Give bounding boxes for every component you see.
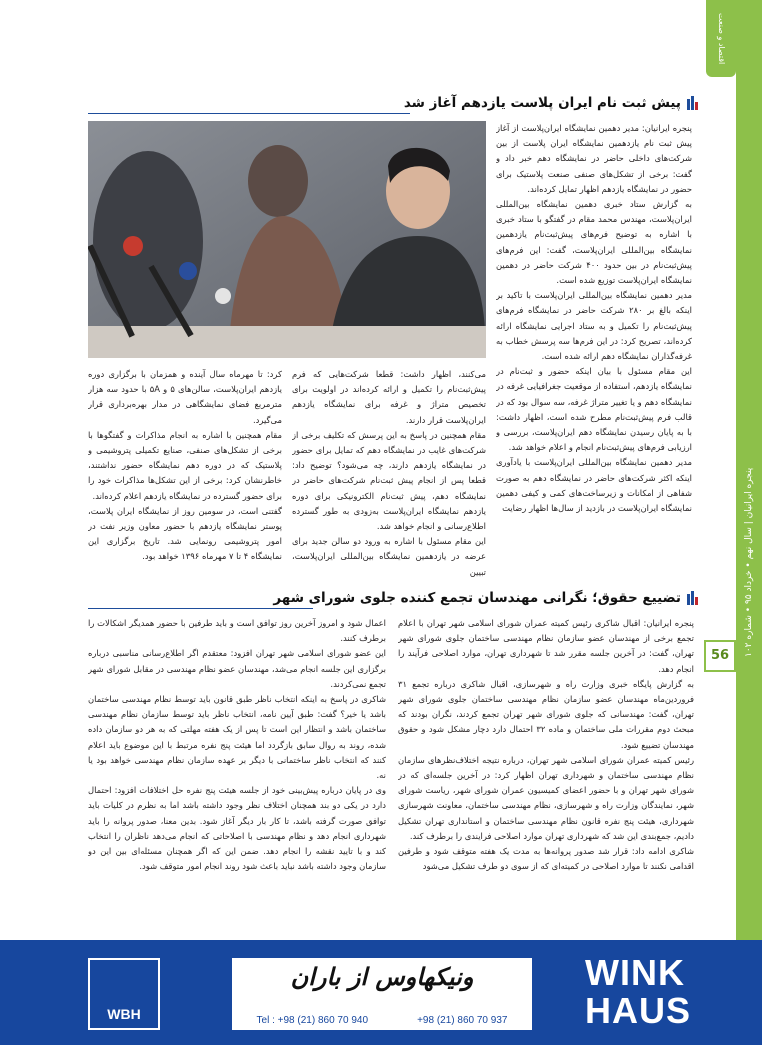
paragraph: گفتنی است، در سومین روز از نمایشگاه ایران پلاست، پوستر نمایشگاه یازدهم با حضور معاون وزیر نفت در امور پتروشیمی رونمایی شد. تاریخ برگزاری این نمایشگاه ۴ تا ۷ مهرماه ۱۳۹۶ خواهد بود. — [88, 505, 282, 562]
paragraph: پنجره ایرانیان: مدیر دهمین نمایشگاه ایران‌پلاست از آغاز پیش ثبت نام یازدهمین نمایشگاه ایران پلاست از بین شرکت‌های داخلی حاضر در نمایشگاه دهم خبر داد و گفت: برخی از تشکل‌های صنفی صنعت پلاستیک برای حضور در نمایشگاه یازدهم اظهار تمایل کرده‌اند. — [496, 123, 692, 194]
ad-phone-1: Tel : +98 (21) 860 70 940 — [256, 1015, 369, 1026]
winkhaus-logo — [585, 954, 705, 1034]
paragraph: شاکری ادامه داد: قرار شد صدور پروانه‌ها به مدت یک هفته متوقف شود و طرفین اقدامی نکنند تا موارد اصلاحی در کمیته‌ای که از سوی دو طرف تشکیل می‌شود — [398, 846, 694, 872]
article2-column-left — [88, 616, 386, 932]
press-conference-photo — [88, 121, 486, 358]
paragraph: مقام همچنین با اشاره به انجام مذاکرات و گفتگوها با برخی از تشکل‌های صنفی، صنایع تکمیلی پتروشیمی و پلاستیک که در دوره دهم نمایشگاه حضور نداشتند، خاطرنشان کرد: برخی از این تشکل‌ها مذاکرات خود را برای حضور گسترده در نمایشگاه یازدهم اعلام کرده‌اند. — [88, 429, 282, 501]
ad-phone-2: +98 (21) 860 70 937 — [417, 1015, 508, 1026]
paragraph: رئیس کمیته عمران شورای اسلامی شهر تهران، درباره نتیجه اختلاف‌نظرهای سازمان نظام مهندسی ساختمان و شهرداری تهران اظهار کرد: در آخرین جلسه‌ای که در شورای شهر تهران و با حضور اعضای کمیسیون عمران شورای شهر، ریاست شورای شهر، نمایندگان وزارت راه و شهرسازی، نظام مهندسی ساختمان، معاونت شهرسازی شهرداری، هیئت پنج نفره قانون نظام مهندسی ساختمان و استانداری تهران تشکیل دادیم، جمع‌بندی این شد که شهرداری تهران موارد اصلاحی فرایندی را برطرف کند. — [398, 754, 694, 841]
article1-title-rule — [88, 113, 410, 114]
photo-illustration — [88, 121, 486, 358]
article2-title-rule — [88, 608, 313, 609]
paragraph: این عضو شورای اسلامی شهر تهران افزود: معتقدم اگر اطلاع‌رسانی مناسبی درباره برگزاری این جلسه انجام می‌شد، مهندسان عضو نظام مهندسی در مقابل شورای شهر تجمع نمی‌کردند. — [88, 648, 386, 689]
paragraph: مدیر دهمین نمایشگاه بین‌المللی ایران‌پلاست با تاکید بر اینکه بالغ بر ۲۸۰ شرکت حاضر در نمایشگاه فرم‌های پیش‌ثبت‌نام را تکمیل و به ستاد اجرایی نمایشگاه ارائه کرده‌اند، تصریح کرد: در این فرم‌ها سه پرسش خطاب به غرفه‌گذاران نمایشگاه دهم ارائه شده است. — [496, 290, 692, 362]
paragraph: به گزارش ستاد خبری دهمین نمایشگاه بین‌المللی ایران‌پلاست، مهندس محمد مقام در گفتگو با ستاد خبری با اشاره به توضیح فرم‌های پیش‌ثبت‌نام یازدهمین نمایشگاه بین‌المللی ایران‌پلاست، گفت: این فرم‌های پیش‌ثبت‌نام در بین حدود ۴۰۰ شرکت حاضر در دهمین نمایشگاه ایران‌پلاست توزیع شده است. — [496, 199, 692, 286]
side-strip-text: پنجره ایرانیان | سال نهم • خرداد ۹۵ • شماره ۱۰۲ — [744, 467, 754, 658]
wbh-logo-text: WBH — [107, 1006, 141, 1022]
ad-center-panel — [232, 958, 532, 1030]
bar-chart-icon — [687, 591, 698, 605]
article1-title: پیش ثبت نام ایران پلاست یازدهم آغاز شد — [403, 95, 681, 111]
section-tab-label: اقتصاد و صنعت — [717, 13, 726, 65]
winkhaus-logo-line2: HAUS — [585, 990, 692, 1031]
article2-headline — [273, 590, 698, 606]
article2-column-right — [398, 616, 694, 932]
paragraph: اعمال شود و امروز آخرین روز توافق است و باید طرفین با حضور همدیگر اشکالات را برطرف کنند. — [88, 618, 386, 644]
paragraph: پنجره ایرانیان: اقبال شاکری رئیس کمیته عمران شورای اسلامی شهر تهران با اعلام تجمع برخی از مهندسان عضو سازمان نظام مهندسی ساختمان جلوی شورای شهر تهران، گفت: در آخرین جلسه مقرر شد تا شهرداری تهران، موارد اصلاحی فرآیند را انجام دهد. — [398, 618, 694, 674]
article1-headline — [404, 95, 698, 111]
ad-script-text: ونیکهاوس از باران — [290, 962, 474, 991]
paragraph: این مقام مسئول با بیان اینکه حضور و ثبت‌نام در نمایشگاه یازدهم، استفاده از موقعیت جغرافیایی غرفه در نمایشگاه دهم و یا تغییر متراژ غرفه، سه سوال بود که در قالب فرم پیش‌ثبت‌نام مطرح شده است، اظهار داشت: با به پایان رسیدن نمایشگاه دهم ایران‌پلاست، بررسی و ارزیابی فرم‌های پیش‌ثبت‌نام انجام و اعلام خواهد شد. — [496, 366, 692, 453]
article2-title: تضییع حقوق؛ نگرانی مهندسان تجمع کننده جلوی شورای شهر — [273, 590, 681, 606]
wbh-logo — [88, 958, 160, 1030]
article1-column-left — [88, 367, 282, 577]
side-strip — [736, 0, 762, 940]
winkhaus-logo-line1: WINK — [585, 952, 685, 993]
paragraph: می‌کنند، اظهار داشت: قطعا شرکت‌هایی که فرم پیش‌ثبت‌نام را تکمیل و ارائه کرده‌اند در اولویت برای تخصیص متراژ و غرفه برای نمایشگاه یازدهم ایران‌پلاست قرار دارند. — [292, 369, 486, 425]
paragraph: وی در پایان درباره پیش‌بینی خود از جلسه هیئت پنج نفره حل اختلافات افزود: احتمال دارد در یکی دو بند همچنان اختلاف نظر وجود داشته باشد اما به نظرم در کلیات باید توافق صورت گرفته باشد، تا کار بار دیگر آغاز شود. بدین معنا، صدور پروانه را باید شهرداری انجام دهد و نظام مهندسی با اصلاحاتی که انجام می‌دهد ناظران را انتخاب کند و با تایید نقشه را انجام دهد. ضمن این که اگر همچنان مسئله‌ای بین این دو سازمان وجود داشته باشد نباید باعث شود روند انجام امور متوقف شود. — [88, 785, 386, 872]
section-tab — [706, 0, 736, 77]
paragraph: شاکری در پاسخ به اینکه انتخاب ناظر طبق قانون باید توسط نظام مهندسی ساختمان باشد یا خیر؟ گفت: طبق آیین نامه، انتخاب ناظر باید توسط سازمان نظام مهندسی ساختمان باشد و انتظار این است تا پس از یک هفته مهلتی که به هر دو سازمان داده شده، روند به روال سابق بازگردد اما هیئت پنج نفره مرتبط با این موضوع باید اعلام کنند که انتخاب ناظر ساختمانی با دیگر بر عهده سازمان نظام مهندسی خواهد بود یا نه. — [88, 694, 386, 781]
paragraph: این مقام مسئول با اشاره به ورود دو سالن جدید برای عرضه در یازدهمین نمایشگاه بین‌المللی ایران‌پلاست، تبیین — [292, 536, 486, 577]
paragraph: به گزارش پایگاه خبری وزارت راه و شهرسازی، اقبال شاکری درباره تجمع ۳۱ فروردین‌ماه مهندسان عضو سازمان نظام مهندسی ساختمان جلوی شورای شهر تهران، گفت: مهندسانی که جلوی شورای شهر تهران تجمع کردند، نگران بودند که مبحث دوم مقررات ملی ساختمان و ماده ۳۲ احتمال دارد دچار مشکل شود و حقوق مهندسان تضییع شود. — [398, 678, 694, 750]
ad-phone-numbers — [232, 1015, 532, 1026]
paragraph: کرد: تا مهرماه سال آینده و همزمان با برگزاری دوره یازدهم ایران‌پلاست، سالن‌های ۵ و ۵A با حدود سه هزار مترمربع فضای نمایشگاهی در مدار بهره‌برداری قرار می‌گیرد. — [88, 369, 282, 425]
advertisement-footer — [0, 940, 762, 1045]
bar-chart-icon — [687, 96, 698, 110]
page-number: 56 — [704, 640, 736, 672]
paragraph: مدیر دهمین نمایشگاه بین‌المللی ایران‌پلاست با یادآوری اینکه اکثر شرکت‌های حاضر در نمایشگاه دهم به صورت شفاهی از امکانات و زیرساخت‌های کمی و کیفی دهمین نمایشگاه ایران‌پلاست در بازدید از سال‌ها اظهار رضایت — [496, 457, 692, 514]
article1-column-middle — [292, 367, 486, 577]
paragraph: مقام همچنین در پاسخ به این پرسش که تکلیف برخی از شرکت‌های غایب در نمایشگاه دهم که تمایل برای حضور در نمایشگاه یازدهم دارند، چه می‌شود؟ توضیح داد: قطعا پس از انجام پیش ثبت‌نام شرکت‌های حاضر در نمایشگاه دهم، پیش ثبت‌نام الکترونیکی برای دوره یازدهم نمایشگاه ایران‌پلاست به‌زودی به طور گسترده اطلاع‌رسانی و انجام خواهد شد. — [292, 429, 486, 532]
article1-column-right — [496, 121, 692, 576]
